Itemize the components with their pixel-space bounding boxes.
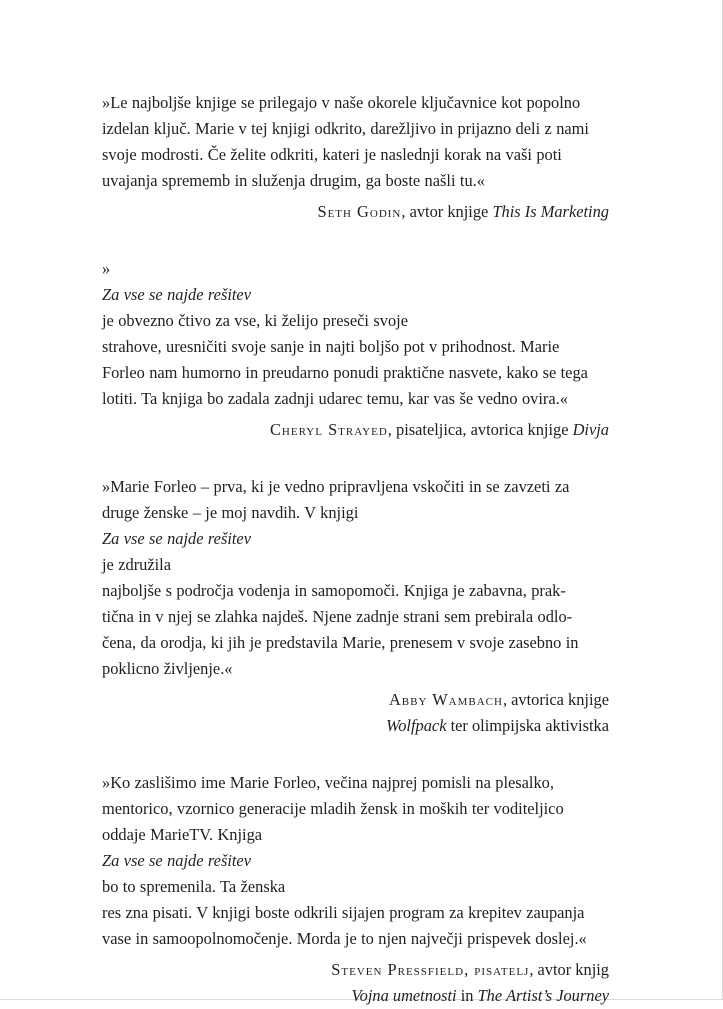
author-role: , avtorica knjige — [502, 690, 609, 709]
quote-fragment: » — [102, 259, 111, 278]
endorsement-steven-pressfield — [102, 770, 609, 1009]
quote-line: mentorico, vzornico generacije mladih žensk in moških ter voditeljico — [102, 799, 564, 818]
book-title: Vojna umetnosti — [351, 986, 457, 1005]
quote-line: svoje modrosti. Če želite odkriti, kateri je naslednji korak na vaši poti — [102, 145, 562, 164]
quote-fragment: druge ženske – je moj navdih. V knjigi — [102, 503, 359, 522]
quote-line: tična in v njej se zlahka najdeš. Njene zadnje strani sem prebirala odlo- — [102, 607, 573, 626]
endorsement-quote — [102, 90, 609, 194]
author-role: , pisateljica, avtorica knjige — [387, 420, 573, 439]
quote-fragment: je obvezno čtivo za vse, ki želijo preseči svoje — [102, 311, 408, 330]
author-role: in — [456, 986, 478, 1005]
book-title: The Artist’s Journey — [477, 986, 609, 1005]
author-role: ter olimpijska aktivistka — [446, 716, 609, 735]
author-role: , avtor knjige — [401, 202, 493, 221]
quote-line: »Marie Forleo – prva, ki je vedno pripravljena vskočiti in se zavzeti za — [102, 477, 570, 496]
quote-line: vase in samoopolnomočenje. Morda je to njen največji prispevek doslej.« — [102, 929, 587, 948]
quote-line: najboljše s področja vodenja in samopomoči. Knjiga je zabavna, prak- — [102, 581, 566, 600]
book-page — [102, 90, 609, 1009]
endorsement-seth-godin — [102, 90, 609, 225]
endorsement-quote — [102, 474, 609, 682]
endorsement-quote — [102, 256, 609, 412]
book-title: Za vse se najde rešitev — [102, 851, 251, 870]
endorsement-attribution — [102, 957, 609, 1009]
endorsement-abby-wambach — [102, 474, 609, 739]
quote-line: res zna pisati. V knjigi boste odkrili sijajen program za krepitev zaupanja — [102, 903, 585, 922]
quote-line — [102, 500, 609, 578]
book-title: Za vse se najde rešitev — [102, 285, 251, 304]
quote-line: izdelan ključ. Marie v tej knjigi odkrito, darežljivo in prijazno deli z nami — [102, 119, 589, 138]
quote-line: čena, da orodja, ki jih je predstavila Marie, prenesem v svoje zasebno in — [102, 633, 579, 652]
quote-line: uvajanja sprememb in služenja drugim, ga boste našli tu.« — [102, 171, 485, 190]
endorsement-attribution — [102, 199, 609, 225]
attribution-line — [102, 199, 609, 225]
book-title: Divja — [572, 420, 609, 439]
attribution-line — [102, 983, 609, 1009]
quote-fragment: je združila — [102, 555, 172, 574]
author-name: Seth Godin — [317, 202, 402, 221]
attribution-line — [102, 417, 609, 443]
book-title: Za vse se najde rešitev — [102, 529, 251, 548]
quote-line: »Le najboljše knjige se prilegajo v naše okorele ključavnice kot popolno — [102, 93, 581, 112]
quote-line: strahove, uresničiti svoje sanje in najti boljšo pot v prihodnost. Marie — [102, 337, 560, 356]
quote-line — [102, 256, 609, 334]
endorsement-quote — [102, 770, 609, 952]
book-title: This Is Marketing — [492, 202, 609, 221]
endorsement-attribution — [102, 687, 609, 739]
quote-line — [102, 822, 609, 900]
book-title: Wolfpack — [386, 716, 447, 735]
author-name: Cheryl Strayed — [269, 420, 388, 439]
author-name: Abby Wambach — [388, 690, 503, 709]
endorsement-attribution — [102, 417, 609, 443]
quote-fragment: bo to spremenila. Ta ženska — [102, 877, 286, 896]
quote-line: Forleo nam humorno in preudarno ponudi praktične nasvete, kako se tega — [102, 363, 588, 382]
attribution-line — [102, 713, 609, 739]
endorsement-cheryl-strayed — [102, 256, 609, 443]
quote-line: »Ko zaslišimo ime Marie Forleo, večina najprej pomisli na plesalko, — [102, 773, 554, 792]
author-name: Steven Pressfield, pisatelj — [331, 960, 530, 979]
quote-fragment: oddaje MarieTV. Knjiga — [102, 825, 263, 844]
author-role: , avtor knjig — [529, 960, 609, 979]
quote-line: lotiti. Ta knjiga bo zadala zadnji udarec temu, kar vas še vedno ovira.« — [102, 389, 568, 408]
attribution-line — [102, 687, 609, 713]
quote-line: poklicno življenje.« — [102, 659, 233, 678]
attribution-line — [102, 957, 609, 983]
